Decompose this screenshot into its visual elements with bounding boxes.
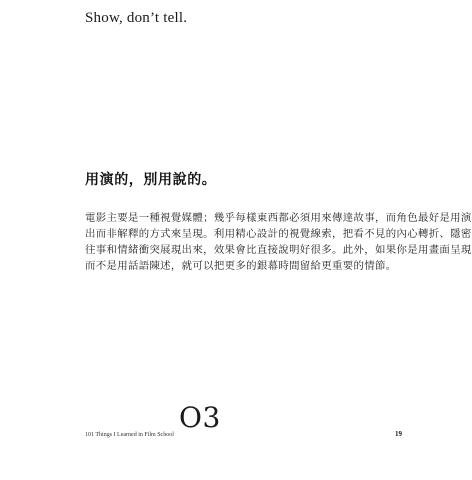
section-heading: 用演的，別用說的。 bbox=[85, 172, 217, 188]
book-title-footer: 101 Things I Learned in Film School bbox=[85, 432, 174, 438]
body-paragraph bbox=[85, 210, 472, 274]
page-number: 19 bbox=[395, 430, 402, 438]
body-line: 電影主要是一種視覺媒體；幾乎每樣東西都必須用來傳達故事，而角色最好是用演 bbox=[85, 212, 472, 224]
body-line: 出而非解釋的方式來呈現。利用精心設計的視覺線索，把看不見的內心轉折、隱密 bbox=[85, 228, 472, 240]
body-line: 而不是用話語陳述，就可以把更多的銀幕時間留給更重要的情節。 bbox=[85, 260, 397, 272]
chapter-number: O3 bbox=[179, 401, 221, 434]
epigraph: Show, don’t tell. bbox=[85, 10, 188, 26]
body-line: 往事和情緒衝突展現出來，效果會比直接說明好很多。此外，如果你是用畫面呈現 bbox=[85, 244, 472, 256]
